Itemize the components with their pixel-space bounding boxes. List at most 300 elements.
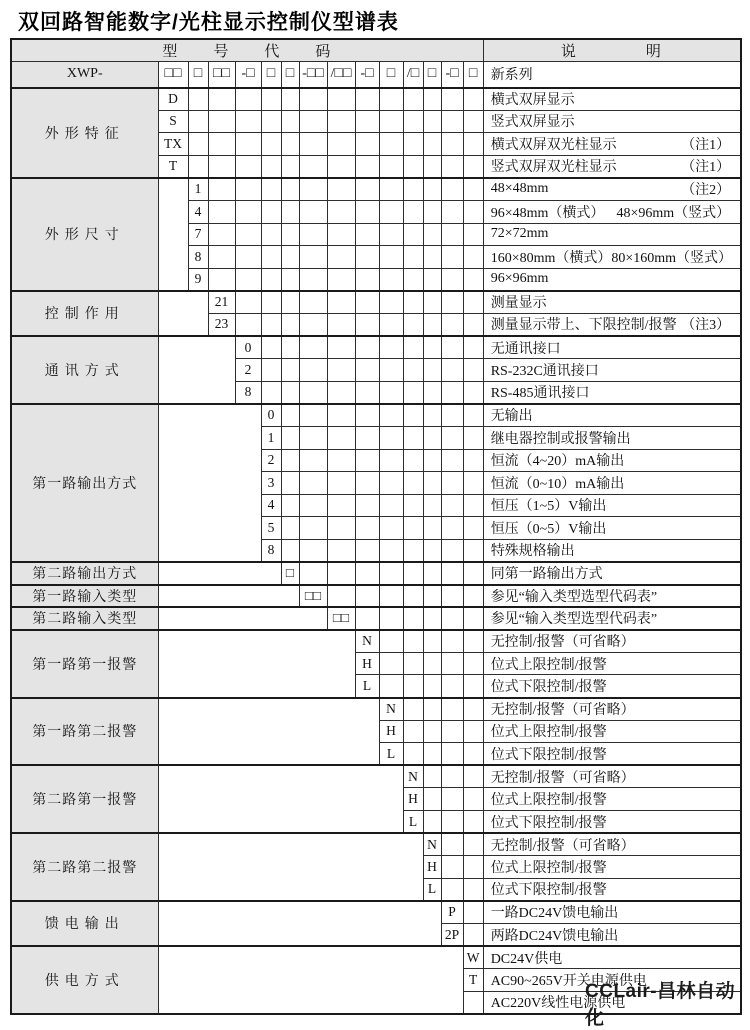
table-row bbox=[11, 607, 741, 630]
empty-cell bbox=[403, 720, 423, 743]
desc-cell: 无通讯接口 bbox=[483, 336, 741, 359]
desc-text: 96×48mm（横式） bbox=[490, 205, 605, 221]
empty-cell bbox=[327, 449, 355, 472]
empty-cell bbox=[403, 178, 423, 201]
empty-cell bbox=[403, 698, 423, 721]
merged-blank-cell bbox=[158, 562, 281, 585]
empty-cell bbox=[423, 223, 441, 246]
empty-cell bbox=[355, 381, 379, 404]
code-cell: 3 bbox=[261, 472, 281, 495]
empty-cell bbox=[403, 246, 423, 269]
empty-cell bbox=[327, 313, 355, 336]
empty-cell bbox=[441, 155, 463, 178]
code-cell: □□ bbox=[327, 607, 355, 630]
page-title: 双回路智能数字/光柱显示控制仪型谱表 bbox=[18, 11, 399, 34]
empty-cell bbox=[299, 449, 327, 472]
merged-blank-cell bbox=[158, 765, 403, 833]
empty-cell bbox=[327, 517, 355, 540]
merged-blank-cell bbox=[158, 946, 463, 1014]
empty-cell bbox=[441, 472, 463, 495]
empty-cell bbox=[327, 381, 355, 404]
empty-cell bbox=[403, 585, 423, 608]
empty-cell bbox=[261, 336, 281, 359]
desc-note: 48×96mm（竖式） bbox=[616, 205, 731, 221]
empty-cell bbox=[463, 472, 483, 495]
empty-cell bbox=[463, 743, 483, 766]
empty-cell bbox=[261, 155, 281, 178]
empty-cell bbox=[441, 381, 463, 404]
empty-cell bbox=[208, 223, 235, 246]
code-cell: 4 bbox=[261, 494, 281, 517]
code-cell: 0 bbox=[261, 404, 281, 427]
empty-cell bbox=[235, 246, 261, 269]
empty-cell bbox=[299, 426, 327, 449]
empty-cell bbox=[463, 539, 483, 562]
empty-cell bbox=[299, 223, 327, 246]
empty-cell bbox=[463, 698, 483, 721]
table-row bbox=[11, 404, 741, 427]
empty-cell bbox=[423, 336, 441, 359]
desc-cell: 继电器控制或报警输出 bbox=[483, 426, 741, 449]
empty-cell bbox=[441, 607, 463, 630]
empty-cell bbox=[463, 178, 483, 201]
empty-cell bbox=[423, 133, 441, 156]
empty-cell bbox=[355, 291, 379, 314]
empty-cell bbox=[423, 675, 441, 698]
model-placeholder-cell: /□□ bbox=[327, 62, 355, 88]
empty-cell bbox=[463, 110, 483, 133]
empty-cell bbox=[379, 110, 403, 133]
model-placeholder-cell: □ bbox=[281, 62, 299, 88]
empty-cell bbox=[281, 472, 299, 495]
empty-cell bbox=[463, 313, 483, 336]
empty-cell bbox=[355, 223, 379, 246]
desc-cell: 无控制/报警（可省略） bbox=[483, 765, 741, 788]
empty-cell bbox=[299, 494, 327, 517]
empty-cell bbox=[299, 404, 327, 427]
merged-blank-cell bbox=[158, 698, 379, 766]
code-cell: 21 bbox=[208, 291, 235, 314]
empty-cell bbox=[403, 359, 423, 382]
empty-cell bbox=[379, 88, 403, 111]
empty-cell bbox=[423, 381, 441, 404]
empty-cell bbox=[281, 381, 299, 404]
empty-cell bbox=[281, 110, 299, 133]
merged-blank-cell bbox=[158, 585, 299, 608]
empty-cell bbox=[355, 359, 379, 382]
empty-cell bbox=[327, 133, 355, 156]
empty-cell bbox=[235, 200, 261, 223]
code-cell: 8 bbox=[188, 246, 208, 269]
desc-cell: 位式上限控制/报警 bbox=[483, 652, 741, 675]
empty-cell bbox=[299, 110, 327, 133]
code-cell: D bbox=[158, 88, 188, 111]
desc-cell: 位式上限控制/报警 bbox=[483, 720, 741, 743]
empty-cell bbox=[261, 359, 281, 382]
empty-cell bbox=[327, 404, 355, 427]
empty-cell bbox=[355, 246, 379, 269]
empty-cell bbox=[235, 223, 261, 246]
model-placeholder-cell: □ bbox=[188, 62, 208, 88]
empty-cell bbox=[281, 178, 299, 201]
empty-cell bbox=[299, 200, 327, 223]
empty-cell bbox=[463, 223, 483, 246]
desc-cell: 位式下限控制/报警 bbox=[483, 811, 741, 834]
empty-cell bbox=[463, 494, 483, 517]
empty-cell bbox=[261, 291, 281, 314]
empty-cell bbox=[403, 472, 423, 495]
model-placeholder-cell: □ bbox=[379, 62, 403, 88]
empty-cell bbox=[403, 336, 423, 359]
empty-cell bbox=[423, 743, 441, 766]
category-cell: 外形尺寸 bbox=[11, 178, 158, 291]
empty-cell bbox=[423, 607, 441, 630]
empty-cell bbox=[423, 472, 441, 495]
desc-cell: 恒压（1~5）V输出 bbox=[483, 494, 741, 517]
empty-cell bbox=[235, 268, 261, 291]
code-cell: N bbox=[355, 630, 379, 653]
desc-cell: DC24V供电 bbox=[483, 946, 741, 969]
watermark: CCLair-昌林自动化 bbox=[585, 981, 736, 1029]
category-cell: 外形特征 bbox=[11, 88, 158, 178]
empty-cell bbox=[423, 652, 441, 675]
empty-cell bbox=[379, 381, 403, 404]
empty-cell bbox=[423, 765, 441, 788]
empty-cell bbox=[403, 630, 423, 653]
empty-cell bbox=[441, 336, 463, 359]
empty-cell bbox=[208, 155, 235, 178]
code-cell: N bbox=[403, 765, 423, 788]
empty-cell bbox=[299, 178, 327, 201]
code-cell: 23 bbox=[208, 313, 235, 336]
code-cell: 7 bbox=[188, 223, 208, 246]
empty-cell bbox=[355, 133, 379, 156]
empty-cell bbox=[281, 404, 299, 427]
empty-cell bbox=[281, 133, 299, 156]
empty-cell bbox=[355, 426, 379, 449]
empty-cell bbox=[327, 472, 355, 495]
category-cell: 第二路输出方式 bbox=[11, 562, 158, 585]
table-row bbox=[11, 291, 741, 314]
code-cell: H bbox=[379, 720, 403, 743]
empty-cell bbox=[441, 110, 463, 133]
category-cell: 通讯方式 bbox=[11, 336, 158, 404]
empty-cell bbox=[463, 585, 483, 608]
table-row bbox=[11, 901, 741, 924]
empty-cell bbox=[441, 246, 463, 269]
empty-cell bbox=[281, 313, 299, 336]
empty-cell bbox=[423, 359, 441, 382]
empty-cell bbox=[379, 630, 403, 653]
empty-cell bbox=[355, 178, 379, 201]
empty-cell bbox=[355, 110, 379, 133]
empty-cell bbox=[281, 336, 299, 359]
empty-cell bbox=[441, 133, 463, 156]
empty-cell bbox=[441, 494, 463, 517]
empty-cell bbox=[403, 539, 423, 562]
code-cell: L bbox=[355, 675, 379, 698]
code-cell: 5 bbox=[261, 517, 281, 540]
code-cell: 2P bbox=[441, 923, 463, 946]
empty-cell bbox=[463, 675, 483, 698]
empty-cell bbox=[379, 449, 403, 472]
desc-text: 竖式双屏双光柱显示 bbox=[490, 160, 617, 176]
category-cell: 第二路第一报警 bbox=[11, 765, 158, 833]
model-prefix-cell: XWP- bbox=[11, 62, 158, 88]
empty-cell bbox=[463, 449, 483, 472]
empty-cell bbox=[379, 336, 403, 359]
category-cell: 第一路输出方式 bbox=[11, 404, 158, 562]
code-cell: 2 bbox=[235, 359, 261, 382]
empty-cell bbox=[423, 539, 441, 562]
code-cell: S bbox=[158, 110, 188, 133]
empty-cell bbox=[441, 268, 463, 291]
empty-cell bbox=[379, 268, 403, 291]
empty-cell bbox=[188, 133, 208, 156]
empty-cell bbox=[441, 449, 463, 472]
empty-cell bbox=[355, 200, 379, 223]
empty-cell bbox=[441, 630, 463, 653]
empty-cell bbox=[441, 878, 463, 901]
desc-cell: 两路DC24V馈电输出 bbox=[483, 923, 741, 946]
empty-cell bbox=[299, 155, 327, 178]
empty-cell bbox=[327, 200, 355, 223]
empty-cell bbox=[441, 652, 463, 675]
desc-cell bbox=[483, 313, 741, 336]
empty-cell bbox=[355, 472, 379, 495]
empty-cell bbox=[235, 178, 261, 201]
desc-cell: AC90~265V开关电源供电 bbox=[483, 969, 741, 992]
empty-cell bbox=[327, 178, 355, 201]
desc-text: 测量显示带上、下限控制/报警 bbox=[490, 318, 677, 334]
empty-cell bbox=[441, 698, 463, 721]
empty-cell bbox=[463, 765, 483, 788]
empty-cell bbox=[355, 517, 379, 540]
empty-cell bbox=[423, 562, 441, 585]
empty-cell bbox=[463, 652, 483, 675]
empty-cell bbox=[235, 155, 261, 178]
empty-cell bbox=[403, 652, 423, 675]
empty-cell bbox=[379, 404, 403, 427]
empty-cell bbox=[379, 359, 403, 382]
empty-cell bbox=[441, 291, 463, 314]
empty-cell bbox=[441, 856, 463, 879]
empty-cell bbox=[403, 517, 423, 540]
empty-cell bbox=[299, 246, 327, 269]
empty-cell bbox=[355, 155, 379, 178]
empty-cell bbox=[261, 246, 281, 269]
empty-cell bbox=[281, 449, 299, 472]
empty-cell bbox=[441, 743, 463, 766]
empty-cell bbox=[403, 88, 423, 111]
empty-cell bbox=[441, 200, 463, 223]
merged-blank-cell bbox=[158, 833, 423, 901]
empty-cell bbox=[403, 110, 423, 133]
empty-cell bbox=[379, 313, 403, 336]
empty-cell bbox=[261, 110, 281, 133]
empty-cell bbox=[441, 765, 463, 788]
empty-cell bbox=[403, 675, 423, 698]
empty-cell bbox=[327, 336, 355, 359]
empty-cell bbox=[463, 788, 483, 811]
model-placeholder-cell: -□□ bbox=[299, 62, 327, 88]
empty-cell bbox=[327, 110, 355, 133]
code-cell: W bbox=[463, 946, 483, 969]
empty-cell bbox=[208, 133, 235, 156]
desc-cell: 无控制/报警（可省略） bbox=[483, 630, 741, 653]
empty-cell bbox=[441, 404, 463, 427]
model-placeholder-cell: □□ bbox=[158, 62, 188, 88]
empty-cell bbox=[355, 313, 379, 336]
empty-cell bbox=[235, 88, 261, 111]
model-placeholder-cell: -□ bbox=[441, 62, 463, 88]
desc-cell: 96×96mm bbox=[483, 268, 741, 291]
empty-cell bbox=[261, 200, 281, 223]
empty-cell bbox=[379, 246, 403, 269]
empty-cell bbox=[379, 494, 403, 517]
empty-cell bbox=[281, 200, 299, 223]
code-cell: 9 bbox=[188, 268, 208, 291]
empty-cell bbox=[327, 291, 355, 314]
empty-cell bbox=[463, 133, 483, 156]
desc-cell: AC220V线性电源供电 bbox=[483, 991, 741, 1014]
empty-cell bbox=[403, 268, 423, 291]
empty-cell bbox=[379, 291, 403, 314]
empty-cell bbox=[355, 494, 379, 517]
empty-cell bbox=[423, 291, 441, 314]
empty-cell bbox=[327, 155, 355, 178]
empty-cell bbox=[423, 110, 441, 133]
desc-cell: 新系列 bbox=[483, 62, 741, 88]
desc-cell: 位式下限控制/报警 bbox=[483, 743, 741, 766]
empty-cell bbox=[441, 359, 463, 382]
desc-cell: 位式下限控制/报警 bbox=[483, 878, 741, 901]
empty-cell bbox=[355, 607, 379, 630]
empty-cell bbox=[379, 178, 403, 201]
empty-cell bbox=[423, 788, 441, 811]
code-cell: N bbox=[379, 698, 403, 721]
desc-note: （注1） bbox=[681, 160, 731, 176]
model-placeholder-cell: □ bbox=[423, 62, 441, 88]
desc-note: （注2） bbox=[681, 183, 731, 199]
empty-cell bbox=[463, 720, 483, 743]
merged-blank-cell bbox=[158, 630, 355, 698]
empty-cell bbox=[423, 155, 441, 178]
code-cell bbox=[463, 991, 483, 1014]
merged-blank-cell bbox=[158, 901, 441, 946]
desc-note: （注3） bbox=[681, 318, 731, 334]
category-cell: 供电方式 bbox=[11, 946, 158, 1014]
empty-cell bbox=[379, 607, 403, 630]
empty-cell bbox=[379, 426, 403, 449]
desc-cell bbox=[483, 155, 741, 178]
merged-blank-cell bbox=[158, 607, 327, 630]
model-placeholder-cell: -□ bbox=[355, 62, 379, 88]
code-cell: □□ bbox=[299, 585, 327, 608]
empty-cell bbox=[423, 404, 441, 427]
code-cell: 2 bbox=[261, 449, 281, 472]
empty-cell bbox=[403, 155, 423, 178]
code-cell: 8 bbox=[235, 381, 261, 404]
category-cell: 馈电输出 bbox=[11, 901, 158, 946]
empty-cell bbox=[463, 291, 483, 314]
empty-cell bbox=[299, 359, 327, 382]
empty-cell bbox=[463, 200, 483, 223]
category-cell: 第一路第二报警 bbox=[11, 698, 158, 766]
merged-blank-cell bbox=[158, 404, 261, 562]
empty-cell bbox=[299, 381, 327, 404]
empty-cell bbox=[208, 200, 235, 223]
category-cell: 第二路第二报警 bbox=[11, 833, 158, 901]
empty-cell bbox=[379, 539, 403, 562]
desc-cell: 160×80mm（横式）80×160mm（竖式） bbox=[483, 246, 741, 269]
empty-cell bbox=[355, 449, 379, 472]
empty-cell bbox=[261, 223, 281, 246]
empty-cell bbox=[423, 88, 441, 111]
desc-text: 横式双屏双光柱显示 bbox=[490, 137, 617, 153]
empty-cell bbox=[235, 313, 261, 336]
empty-cell bbox=[208, 110, 235, 133]
empty-cell bbox=[379, 223, 403, 246]
empty-cell bbox=[327, 88, 355, 111]
empty-cell bbox=[403, 133, 423, 156]
empty-cell bbox=[299, 313, 327, 336]
empty-cell bbox=[441, 517, 463, 540]
desc-cell: 参见“输入类型选型代码表” bbox=[483, 607, 741, 630]
code-cell: □ bbox=[281, 562, 299, 585]
empty-cell bbox=[441, 313, 463, 336]
desc-cell: 无控制/报警（可省略） bbox=[483, 698, 741, 721]
code-cell: T bbox=[158, 155, 188, 178]
empty-cell bbox=[261, 381, 281, 404]
empty-cell bbox=[463, 562, 483, 585]
empty-cell bbox=[261, 268, 281, 291]
desc-cell: 参见“输入类型选型代码表” bbox=[483, 585, 741, 608]
empty-cell bbox=[327, 223, 355, 246]
desc-cell: RS-485通讯接口 bbox=[483, 381, 741, 404]
empty-cell bbox=[281, 539, 299, 562]
table-row bbox=[11, 336, 741, 359]
empty-cell bbox=[441, 88, 463, 111]
empty-cell bbox=[423, 630, 441, 653]
empty-cell bbox=[299, 336, 327, 359]
empty-cell bbox=[379, 155, 403, 178]
empty-cell bbox=[403, 200, 423, 223]
empty-cell bbox=[423, 178, 441, 201]
empty-cell bbox=[441, 178, 463, 201]
empty-cell bbox=[463, 856, 483, 879]
empty-cell bbox=[403, 494, 423, 517]
empty-cell bbox=[423, 426, 441, 449]
empty-cell bbox=[463, 268, 483, 291]
empty-cell bbox=[355, 88, 379, 111]
desc-cell: 恒流（0~10）mA输出 bbox=[483, 472, 741, 495]
desc-cell: 恒流（4~20）mA输出 bbox=[483, 449, 741, 472]
empty-cell bbox=[463, 923, 483, 946]
desc-cell: RS-232C通讯接口 bbox=[483, 359, 741, 382]
empty-cell bbox=[355, 268, 379, 291]
table-row bbox=[11, 88, 741, 111]
empty-cell bbox=[441, 539, 463, 562]
code-cell: L bbox=[403, 811, 423, 834]
desc-cell: 位式上限控制/报警 bbox=[483, 788, 741, 811]
empty-cell bbox=[281, 88, 299, 111]
empty-cell bbox=[441, 720, 463, 743]
empty-cell bbox=[463, 607, 483, 630]
desc-cell: 无输出 bbox=[483, 404, 741, 427]
table-row bbox=[11, 698, 741, 721]
empty-cell bbox=[441, 788, 463, 811]
